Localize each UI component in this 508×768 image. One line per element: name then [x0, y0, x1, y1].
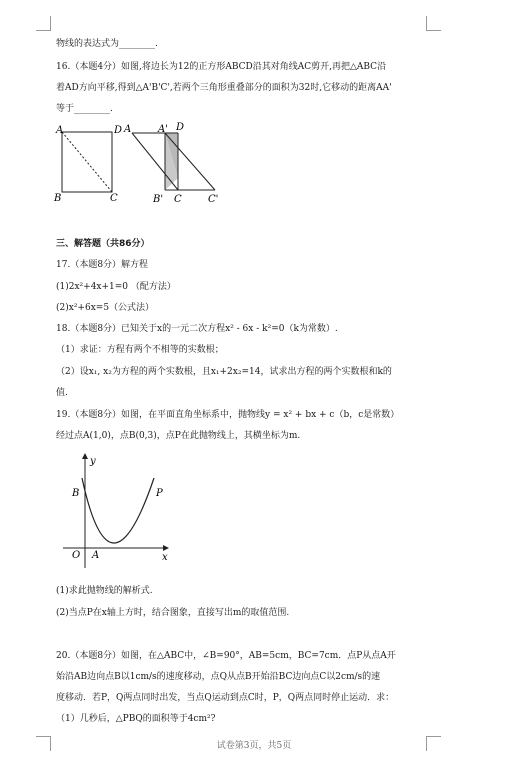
text-line-1: 物线的表达式为________. — [56, 39, 158, 49]
fig3-label-y: y — [90, 456, 96, 467]
q19-part-1: (1)求此抛物线的解析式. — [56, 586, 153, 596]
section-heading: 三、解答题（共86分） — [56, 239, 150, 249]
page-footer: 试卷第3页，共5页 — [216, 741, 292, 751]
fig3-label-x: x — [162, 552, 168, 563]
fig1-label-D: D — [114, 125, 123, 136]
fig2-label-A-prime: A' — [158, 124, 168, 135]
fig2-label-C-prime: C' — [208, 194, 219, 205]
q19-part-2: (2)当点P在x轴上方时，结合图象，直接写出m的取值范围. — [56, 608, 290, 618]
fig2-label-B-prime: B' — [153, 194, 164, 205]
fig1-label-C: C — [110, 193, 118, 204]
q16-line-2: 着AD方向平移,得到△A'B'C',若两个三角形重叠部分的面积为32时,它移动的距离AA' — [56, 83, 392, 93]
fig3-label-O: O — [72, 550, 81, 561]
q17-part-2: (2)x²+6x=5（公式法） — [56, 303, 155, 313]
fig2-label-D: D — [176, 122, 185, 133]
fig3-label-B: B — [72, 488, 80, 499]
q17-part-1: (1)2x²+4x+1=0 （配方法） — [56, 282, 176, 292]
q17-title: 17.（本题8分）解方程 — [56, 260, 149, 270]
fig3-label-P: P — [156, 488, 163, 499]
q20-line-3: 度移动．若P，Q两点同时出发，当点Q运动到点C时，P，Q两点同时停止运动．求： — [56, 693, 395, 703]
q18-part-1: （1）求证：方程有两个不相等的实数根； — [56, 345, 224, 355]
q18-title: 18.（本题8分）已知关于x的一元二次方程x² - 6x - k²=0（k为常数）. — [56, 324, 338, 334]
q19-title: 19.（本题8分）如图，在平面直角坐标系中，抛物线y = x² + bx + c（b，c是常数） — [56, 410, 400, 420]
crop-mark-top-right — [426, 16, 441, 31]
fig3-label-A: A — [92, 550, 100, 561]
figure-translated-triangle — [120, 118, 230, 208]
q20-title: 20.（本题8分）如图，在△ABC中，∠B=90°，AB=5cm，BC=7cm．点P从点A开 — [56, 651, 396, 661]
figure-square-diagonal — [50, 122, 125, 207]
q16-line-3: 等于________. — [56, 104, 113, 114]
q20-part-1: （1）几秒后，△PBQ的面积等于4cm²? — [56, 714, 216, 724]
q18-part-2-cont: 值. — [56, 388, 68, 398]
fig2-label-A: A — [124, 124, 132, 135]
q20-line-2: 始沿AB边向点B以1cm/s的速度移动，点Q从点B开始沿BC边向点C以2cm/s的速 — [56, 672, 381, 682]
fig1-label-B: B — [54, 193, 62, 204]
crop-mark-top-left — [36, 16, 51, 31]
fig1-label-A: A — [56, 125, 64, 136]
q18-part-2: （2）设x₁, x₂为方程的两个实数根，且x₁+2x₂=14，试求出方程的两个实数根和k的 — [56, 367, 392, 377]
figure-parabola-axes — [60, 450, 180, 572]
fig2-label-C: C — [174, 194, 182, 205]
q19-line-2: 经过点A(1,0)，点B(0,3)，点P在此抛物线上，其横坐标为m. — [56, 431, 301, 441]
q16-line-1: 16.（本题4分）如图,将边长为12的正方形ABCD沿其对角线AC剪开,再把△ABC沿 — [56, 62, 387, 72]
